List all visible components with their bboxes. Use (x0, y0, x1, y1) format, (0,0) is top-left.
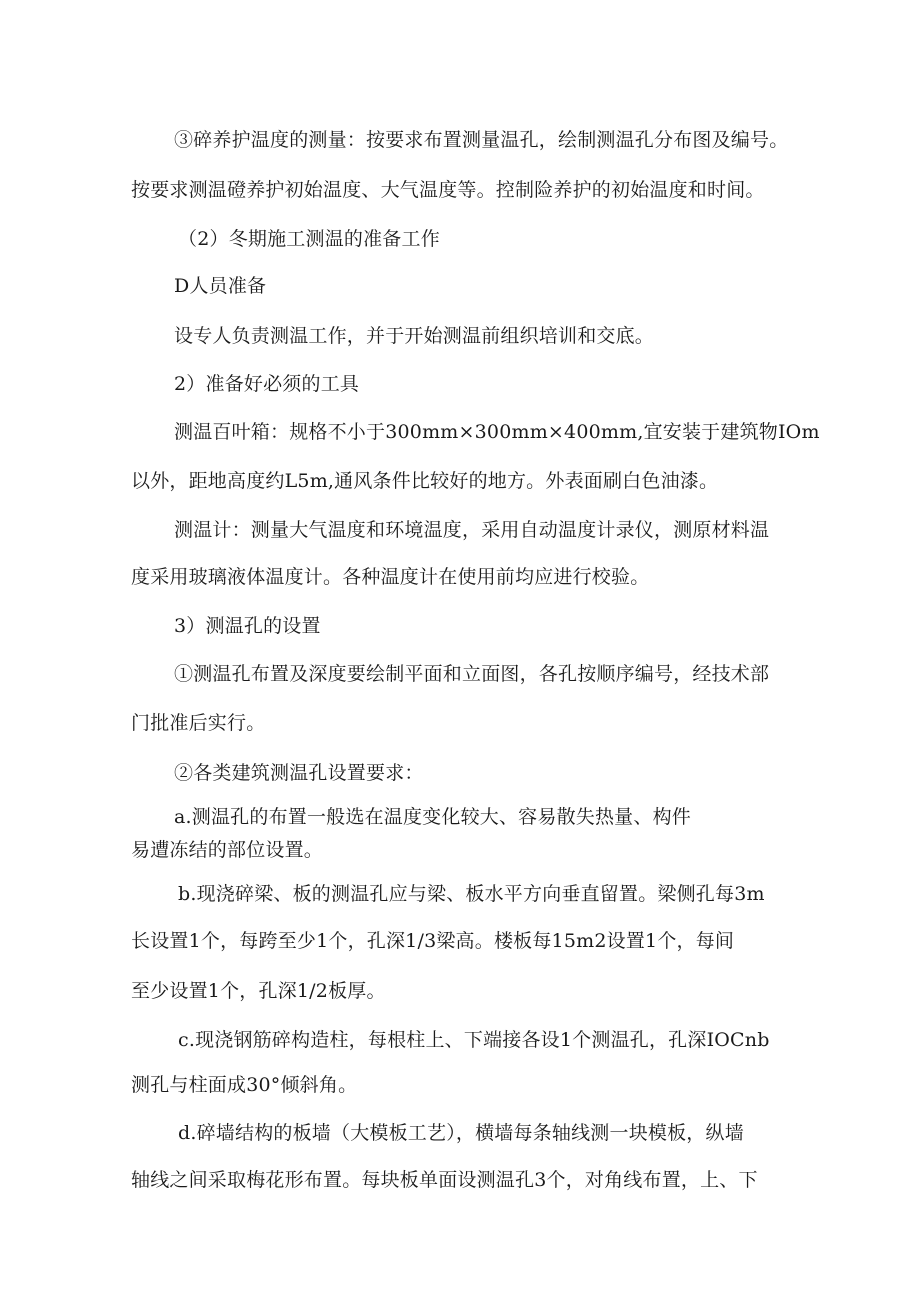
text-line: 按要求测温磴养护初始温度、大气温度等。控制险养护的初始温度和时间。 (131, 179, 765, 201)
text-line: 度采用玻璃液体温度计。各种温度计在使用前均应进行校验。 (131, 566, 650, 588)
text-line: a.测温孔的布置一般选在温度变化较大、容易散失热量、构件 (174, 806, 691, 828)
subsection-heading: 2）准备好必须的工具 (174, 373, 360, 395)
text-line: 轴线之间采取梅花形布置。每块板单面设测温孔3个，对角线布置，上、下 (131, 1169, 758, 1191)
text-line: 长设置1个，每跨至少1个，孔深1/3梁高。楼板每15m2设置1个，每间 (131, 930, 735, 952)
text-line: 测温百叶箱：规格不小于300mm×300mm×400mm,宜安装于建筑物IOm (174, 421, 820, 443)
subsection-heading: D人员准备 (174, 275, 267, 297)
text-line: ①测温孔布置及深度要绘制平面和立面图，各孔按顺序编号，经技术部 (174, 663, 770, 685)
text-line: 门批准后实行。 (131, 712, 266, 734)
section-heading: （2）冬期施工测温的准备工作 (178, 228, 440, 250)
text-line: 易遭冻结的部位设置。 (131, 839, 324, 861)
text-line: b.现浇碎梁、板的测温孔应与梁、板水平方向垂直留置。梁侧孔每3m (178, 883, 765, 905)
text-line: 设专人负责测温工作，并于开始测温前组织培训和交底。 (174, 325, 655, 347)
text-line: d.碎墙结构的板墙（大模板工艺），横墙每条轴线测一块模板，纵墙 (178, 1122, 744, 1144)
text-line: c.现浇钢筋碎构造柱，每根柱上、下端接各设1个测温孔，孔深IOCnb (178, 1029, 770, 1051)
text-line: ②各类建筑测温孔设置要求： (174, 762, 424, 784)
text-line: 测孔与柱面成30°倾斜角。 (131, 1074, 358, 1096)
text-line: 测温计：测量大气温度和环境温度，采用自动温度计录仪，测原材料温 (174, 519, 770, 541)
text-line: 以外，距地高度约L5m,通风条件比较好的地方。外表面刷白色油漆。 (131, 470, 719, 492)
subsection-heading: 3）测温孔的设置 (174, 615, 321, 637)
text-line: 至少设置1个，孔深1/2板厚。 (131, 980, 386, 1002)
text-line: ③碎养护温度的测量：按要求布置测量温孔，绘制测温孔分布图及编号。 (174, 129, 789, 151)
